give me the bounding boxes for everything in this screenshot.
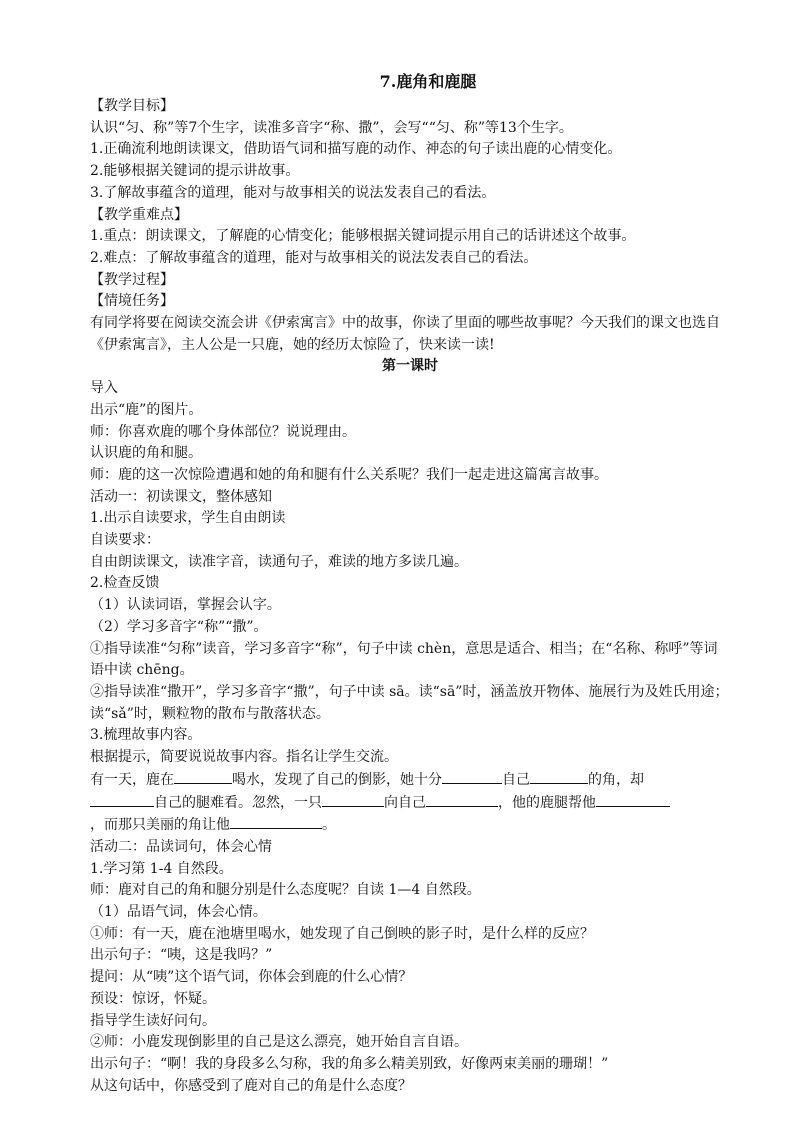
cloze-text: 的角，却 — [588, 771, 644, 788]
cloze-blank — [530, 769, 588, 784]
intro-paragraph-text: 有同学将要在阅读交流会讲《伊索寓言》中的故事，你读了里面的哪些故事呢？今天我们的课文也选自《伊索寓言》，主人公是一只鹿，她的经历太惊险了，快来读一读! — [90, 315, 720, 353]
section-heading-key-points: 【教学重难点】 — [90, 206, 188, 223]
document-page — [90, 70, 730, 1097]
cloze-text: 自己的腿难看。忽然，一只 — [154, 794, 322, 811]
activity-heading: 活动一：初读课文，整体感知 — [90, 488, 272, 505]
text-line: ②师：小鹿发现倒影里的自己是这么漂亮，她开始自言自语。 — [90, 1034, 468, 1051]
text-line: 师：你喜欢鹿的哪个身体部位？说说理由。 — [90, 423, 356, 440]
text-line: 出示句子：“啊！我的身段多么匀称，我的角多么精美别致，好像两束美丽的珊瑚！” — [90, 1055, 609, 1072]
cloze-text: 向自己 — [384, 794, 426, 811]
cloze-text: 。 — [322, 817, 336, 834]
page-title: 7.鹿角和鹿腿 — [379, 72, 477, 91]
cloze-text: 有一天，鹿在 — [90, 771, 174, 788]
text-line: （1）品语气词，体会心情。 — [90, 904, 267, 921]
section-heading-goals: 【教学目标】 — [90, 98, 174, 114]
text-line: 师：鹿对自己的角和腿分别是什么态度呢？自读 1—4 自然段。 — [90, 882, 481, 899]
text-line: 根据提示，简要说说故事内容。指名让学生交流。 — [90, 749, 398, 766]
text-line: 1.学习第 1-4 自然段。 — [90, 860, 233, 877]
text-line: 认识鹿的角和腿。 — [90, 445, 202, 462]
key-point-1: 1.重点：朗读课文，了解鹿的心情变化；能够根据关键词提示用自己的话讲述这个故事。 — [90, 228, 636, 245]
text-line: （2）学习多音字“称”“撒”。 — [90, 618, 268, 635]
intro-paragraph — [90, 313, 730, 356]
cloze-blank — [442, 769, 502, 784]
section-heading-task: 【情境任务】 — [90, 293, 174, 310]
text-line: 1.出示自读要求，学生自由朗读 — [90, 510, 286, 527]
text-line: 指导学生读好问句。 — [90, 1012, 216, 1029]
text-line: 自由朗读课文，读准字音，读通句子，难读的地方多读几遍。 — [90, 553, 468, 570]
text-line: 2.检查反馈 — [90, 575, 160, 592]
polyphone-chen-paragraph: ①指导读准“匀称”读音，学习多音字“称”，句子中读 chèn，意思是适合、相当；在“名称、称呼”等词语中读 chēng。 — [90, 640, 718, 679]
text-line: 从这句话中，你感受到了鹿对自己的角是什么态度？ — [90, 1077, 412, 1094]
key-point-2: 2.难点：了解故事蕴含的道理，能对与故事相关的说法发表自己的看法。 — [90, 249, 538, 266]
goal-intro: 认识“匀、称”等7个生字，读准多音字“称、撒”，会写““匀、称”等13个生字。 — [90, 119, 573, 136]
lesson-heading: 第一课时 — [382, 358, 438, 375]
cloze-blank — [322, 792, 384, 807]
activity-heading: 活动二：品读词句，体会心情 — [90, 838, 272, 855]
section-heading-process: 【教学过程】 — [90, 271, 174, 288]
text-line: 3.梳理故事内容。 — [90, 727, 202, 744]
text-line: 预设：惊讶，怀疑。 — [90, 990, 216, 1007]
cloze-blank — [426, 792, 498, 807]
cloze-text: ，他的鹿腿帮他 — [498, 794, 596, 811]
cloze-paragraph — [90, 769, 730, 837]
text-line: 出示“鹿”的图片。 — [90, 401, 203, 418]
cloze-text: 喝水，发现了自己的倒影，她十分 — [232, 771, 442, 788]
text-line: 导入 — [90, 380, 118, 397]
text-line: 提问：从“咦”这个语气词，你体会到鹿的什么心情？ — [90, 969, 413, 986]
goal-3: 3.了解故事蕴含的道理，能对与故事相关的说法发表自己的看法。 — [90, 184, 496, 201]
polyphone-sa-paragraph: ②指导读准“撒开”，学习多音字“撒”，句子中读 sā。读“sā”时，涵盖放开物体、施展行为及姓氏用途；读“sǎ”时，颗粒物的散布与散落状态。 — [90, 683, 729, 722]
cloze-blank — [174, 769, 232, 784]
goal-1: 1.正确流利地朗读课文，借助语气词和描写鹿的动作、神态的句子读出鹿的心情变化。 — [90, 141, 622, 158]
cloze-blank — [90, 792, 154, 807]
cloze-text: 自己 — [502, 771, 530, 788]
cloze-text: ，而那只美丽的角让他 — [90, 817, 230, 834]
cloze-blank — [230, 814, 322, 829]
cloze-blank — [596, 792, 670, 807]
goal-2: 2.能够根据关键词的提示讲故事。 — [90, 163, 300, 180]
text-line: 师：鹿的这一次惊险遭遇和她的角和腿有什么关系呢？我们一起走进这篇寓言故事。 — [90, 466, 608, 483]
text-line: ①师：有一天，鹿在池塘里喝水，她发现了自己倒映的影子时，是什么样的反应？ — [90, 925, 594, 942]
text-line: 出示句子：“咦，这是我吗？” — [90, 947, 273, 964]
text-line: 自读要求： — [90, 532, 160, 549]
text-line: （1）认读词语，掌握会认字。 — [90, 597, 281, 614]
